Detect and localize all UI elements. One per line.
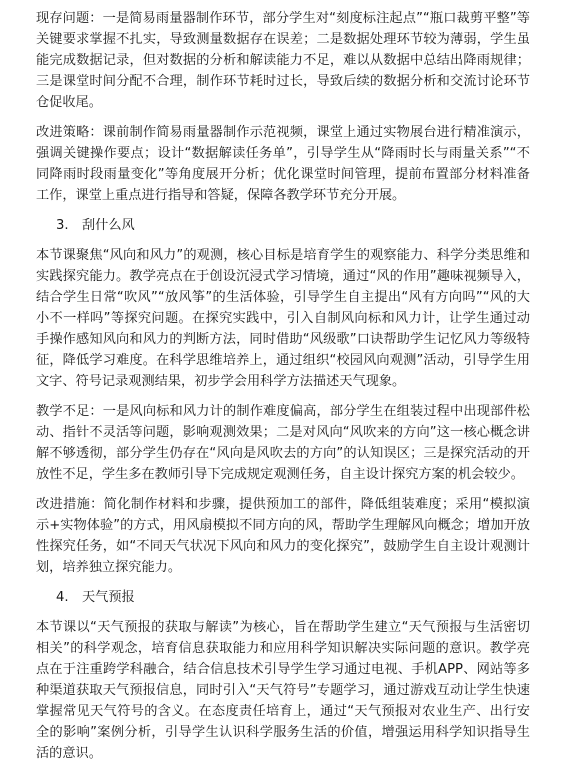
section-3-number: 3. — [56, 218, 69, 233]
section-3-title: 刮什么风 — [82, 218, 135, 233]
problems-paragraph: 现存问题：一是简易雨量器制作环节，部分学生对“刻度标注起点”“瓶口裁剪平整”等关键要求掌握不扎实，导致测量数据存在误差；二是数据处理环节较为薄弱，学生虽能完成数据记录，但对数据的分析和解读能力不足，难以从数据中总结出降雨规律；三是课堂时间分配不合理，制作环节耗时过长，导致后续的数据分析和交流讨论环节仓促收尾。 — [36, 11, 530, 110]
section-4-number: 4. — [56, 590, 69, 605]
improvement-strategy-paragraph: 改进策略：课前制作简易雨量器制作示范视频，课堂上通过实物展台进行精准演示，强调关键操作要点；设计“数据解读任务单”，引导学生从“降雨时长与雨量关系”“不同降雨时段雨量变化”等角度展开分析；优化课堂时间管理，提前布置部分材料准备工作，课堂上重点进行指导和答疑，保障各教学环节充分开展。 — [36, 125, 530, 203]
section-3-heading — [36, 215, 530, 236]
section-3-overview-paragraph: 本节课聚焦“风向和风力”的观测，核心目标是培育学生的观察能力、科学分类思维和实践探究能力。教学亮点在于创设沉浸式学习情境，通过“风的作用”趣味视频导入，结合学生日常“吹风”“放风筝”的生活体验，引导学生自主提出“风有方向吗”“风的大小不一样吗”等探究问题。在探究实践中，引入自制风向标和风力计，让学生通过动手操作感知风向和风力的判断方法，同时借助“风级歌”口诀帮助学生记忆风力等级特征，降低学习难度。在科学思维培养上，通过组织“校园风向观测”活动，引导学生用文字、符号记录观测结果，初步学会用科学方法描述天气现象。 — [36, 248, 530, 389]
section-4-heading — [36, 587, 530, 608]
section-3-shortcomings-paragraph: 教学不足：一是风向标和风力计的制作难度偏高，部分学生在组装过程中出现部件松动、指针不灵活等问题，影响观测效果；二是对风向“风吹来的方向”这一核心概念讲解不够透彻，部分学生仍存在“风向是风吹去的方向”的认知误区；三是探究活动的开放性不足，学生多在教师引导下完成规定观测任务，自主设计探究方案的机会较少。 — [36, 404, 530, 482]
section-3-measures-paragraph: 改进措施：简化制作材料和步骤，提供预加工的部件，降低组装难度；采用“模拟演示+实物体验”的方式，用风扇模拟不同方向的风，帮助学生理解风向概念；增加开放性探究任务，如“不同天气状况下风向和风力的变化探究”，鼓励学生自主设计观测计划，培养独立探究能力。 — [36, 497, 530, 575]
section-4-title: 天气预报 — [82, 590, 135, 605]
document-page — [36, 8, 530, 773]
section-4-overview-paragraph: 本节课以“天气预报的获取与解读”为核心，旨在帮助学生建立“天气预报与生活密切相关”的科学观念，培育信息获取能力和应用科学知识解决实际问题的意识。教学亮点在于注重跨学科融合，结合信息技术引导学生学习通过电视、手机APP、网站等多种渠道获取天气预报信息，同时引入“天气符号”专题学习，通过游戏互动让学生快速掌握常见天气符号的含义。在态度责任培育上，通过“天气预报对农业生产、出行安全的影响”案例分析，引导学生认识科学服务生活的价值，增强运用科学知识指导生活的意识。 — [36, 620, 530, 761]
